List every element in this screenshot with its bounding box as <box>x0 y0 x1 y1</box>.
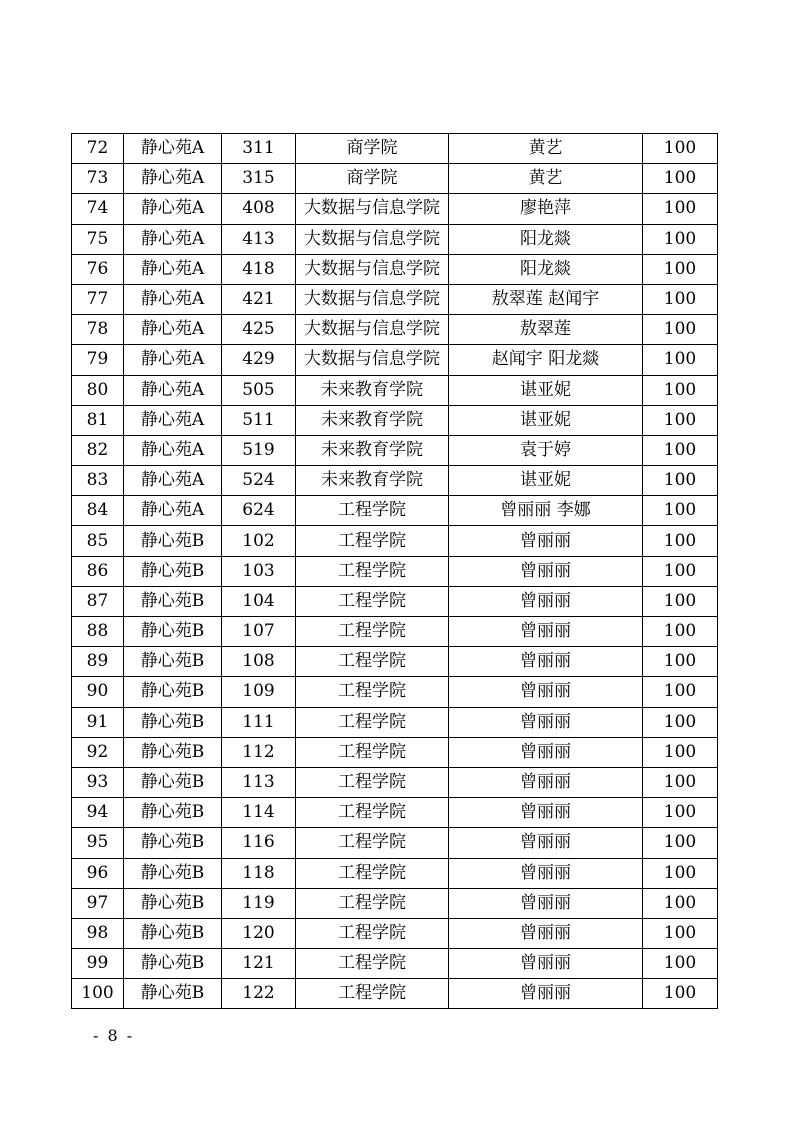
room-cell: 425 <box>222 315 296 345</box>
row-number-cell: 80 <box>72 375 124 405</box>
row-number-cell: 97 <box>72 888 124 918</box>
college-cell: 工程学院 <box>296 767 449 797</box>
college-cell: 未来教育学院 <box>296 435 449 465</box>
college-cell: 商学院 <box>296 164 449 194</box>
score-cell: 100 <box>643 888 718 918</box>
table-row <box>72 224 718 254</box>
score-cell: 100 <box>643 134 718 164</box>
staff-cell: 曾丽丽 <box>449 858 643 888</box>
room-cell: 315 <box>222 164 296 194</box>
row-number-cell: 77 <box>72 284 124 314</box>
room-cell: 413 <box>222 224 296 254</box>
building-cell: 静心苑B <box>124 586 222 616</box>
staff-cell: 黄艺 <box>449 134 643 164</box>
building-cell: 静心苑B <box>124 707 222 737</box>
row-number-cell: 94 <box>72 798 124 828</box>
staff-cell: 曾丽丽 <box>449 888 643 918</box>
score-cell: 100 <box>643 949 718 979</box>
college-cell: 工程学院 <box>296 677 449 707</box>
score-cell: 100 <box>643 677 718 707</box>
row-number-cell: 95 <box>72 828 124 858</box>
building-cell: 静心苑A <box>124 435 222 465</box>
row-number-cell: 93 <box>72 767 124 797</box>
college-cell: 大数据与信息学院 <box>296 284 449 314</box>
building-cell: 静心苑A <box>124 315 222 345</box>
score-cell: 100 <box>643 647 718 677</box>
score-cell: 100 <box>643 526 718 556</box>
room-cell: 113 <box>222 767 296 797</box>
building-cell: 静心苑A <box>124 345 222 375</box>
row-number-cell: 83 <box>72 466 124 496</box>
staff-cell: 廖艳萍 <box>449 194 643 224</box>
staff-cell: 赵闻宇 阳龙燚 <box>449 345 643 375</box>
table-row <box>72 345 718 375</box>
table-row <box>72 767 718 797</box>
table-row <box>72 798 718 828</box>
college-cell: 工程学院 <box>296 526 449 556</box>
building-cell: 静心苑A <box>124 164 222 194</box>
score-cell: 100 <box>643 224 718 254</box>
row-number-cell: 81 <box>72 405 124 435</box>
table-row <box>72 284 718 314</box>
table-row <box>72 918 718 948</box>
table-row <box>72 586 718 616</box>
score-cell: 100 <box>643 617 718 647</box>
building-cell: 静心苑A <box>124 466 222 496</box>
score-cell: 100 <box>643 496 718 526</box>
table-row <box>72 405 718 435</box>
college-cell: 大数据与信息学院 <box>296 345 449 375</box>
score-cell: 100 <box>643 345 718 375</box>
row-number-cell: 86 <box>72 556 124 586</box>
row-number-cell: 73 <box>72 164 124 194</box>
room-cell: 104 <box>222 586 296 616</box>
row-number-cell: 92 <box>72 737 124 767</box>
staff-cell: 曾丽丽 <box>449 647 643 677</box>
college-cell: 工程学院 <box>296 707 449 737</box>
staff-cell: 曾丽丽 <box>449 737 643 767</box>
row-number-cell: 72 <box>72 134 124 164</box>
score-cell: 100 <box>643 405 718 435</box>
building-cell: 静心苑A <box>124 134 222 164</box>
table-row <box>72 737 718 767</box>
room-cell: 111 <box>222 707 296 737</box>
room-cell: 103 <box>222 556 296 586</box>
score-cell: 100 <box>643 375 718 405</box>
score-cell: 100 <box>643 737 718 767</box>
building-cell: 静心苑B <box>124 767 222 797</box>
college-cell: 工程学院 <box>296 737 449 767</box>
table-row <box>72 858 718 888</box>
college-cell: 工程学院 <box>296 798 449 828</box>
college-cell: 工程学院 <box>296 617 449 647</box>
staff-cell: 谌亚妮 <box>449 466 643 496</box>
college-cell: 工程学院 <box>296 918 449 948</box>
table-row <box>72 375 718 405</box>
staff-cell: 袁于婷 <box>449 435 643 465</box>
college-cell: 大数据与信息学院 <box>296 224 449 254</box>
staff-cell: 谌亚妮 <box>449 405 643 435</box>
score-cell: 100 <box>643 918 718 948</box>
building-cell: 静心苑B <box>124 737 222 767</box>
room-cell: 121 <box>222 949 296 979</box>
college-cell: 工程学院 <box>296 647 449 677</box>
building-cell: 静心苑B <box>124 858 222 888</box>
staff-cell: 曾丽丽 <box>449 798 643 828</box>
room-cell: 519 <box>222 435 296 465</box>
score-cell: 100 <box>643 194 718 224</box>
room-cell: 524 <box>222 466 296 496</box>
score-cell: 100 <box>643 979 718 1009</box>
table-row <box>72 647 718 677</box>
row-number-cell: 90 <box>72 677 124 707</box>
college-cell: 商学院 <box>296 134 449 164</box>
room-cell: 109 <box>222 677 296 707</box>
row-number-cell: 84 <box>72 496 124 526</box>
building-cell: 静心苑B <box>124 979 222 1009</box>
staff-cell: 黄艺 <box>449 164 643 194</box>
table-row <box>72 707 718 737</box>
table-row <box>72 435 718 465</box>
staff-cell: 谌亚妮 <box>449 375 643 405</box>
score-cell: 100 <box>643 828 718 858</box>
table-row <box>72 949 718 979</box>
college-cell: 工程学院 <box>296 858 449 888</box>
building-cell: 静心苑A <box>124 254 222 284</box>
staff-cell: 敖翠莲 <box>449 315 643 345</box>
room-cell: 122 <box>222 979 296 1009</box>
row-number-cell: 82 <box>72 435 124 465</box>
building-cell: 静心苑A <box>124 405 222 435</box>
row-number-cell: 100 <box>72 979 124 1009</box>
table-row <box>72 556 718 586</box>
college-cell: 工程学院 <box>296 949 449 979</box>
room-cell: 108 <box>222 647 296 677</box>
table-row <box>72 134 718 164</box>
building-cell: 静心苑A <box>124 284 222 314</box>
staff-cell: 曾丽丽 <box>449 707 643 737</box>
staff-cell: 曾丽丽 <box>449 979 643 1009</box>
score-cell: 100 <box>643 284 718 314</box>
row-number-cell: 91 <box>72 707 124 737</box>
row-number-cell: 89 <box>72 647 124 677</box>
score-cell: 100 <box>643 858 718 888</box>
room-cell: 112 <box>222 737 296 767</box>
row-number-cell: 76 <box>72 254 124 284</box>
room-cell: 114 <box>222 798 296 828</box>
staff-cell: 曾丽丽 <box>449 526 643 556</box>
staff-cell: 曾丽丽 <box>449 677 643 707</box>
room-cell: 311 <box>222 134 296 164</box>
score-cell: 100 <box>643 707 718 737</box>
staff-cell: 曾丽丽 <box>449 918 643 948</box>
building-cell: 静心苑A <box>124 375 222 405</box>
college-cell: 大数据与信息学院 <box>296 194 449 224</box>
room-cell: 511 <box>222 405 296 435</box>
room-cell: 624 <box>222 496 296 526</box>
score-cell: 100 <box>643 586 718 616</box>
building-cell: 静心苑A <box>124 496 222 526</box>
room-cell: 107 <box>222 617 296 647</box>
row-number-cell: 87 <box>72 586 124 616</box>
score-cell: 100 <box>643 254 718 284</box>
row-number-cell: 96 <box>72 858 124 888</box>
building-cell: 静心苑B <box>124 798 222 828</box>
dormitory-score-table <box>71 133 718 1009</box>
college-cell: 工程学院 <box>296 888 449 918</box>
building-cell: 静心苑B <box>124 617 222 647</box>
staff-cell: 曾丽丽 <box>449 617 643 647</box>
score-cell: 100 <box>643 466 718 496</box>
college-cell: 未来教育学院 <box>296 375 449 405</box>
room-cell: 408 <box>222 194 296 224</box>
table-row <box>72 979 718 1009</box>
score-cell: 100 <box>643 556 718 586</box>
score-cell: 100 <box>643 164 718 194</box>
table-body <box>72 134 718 1009</box>
row-number-cell: 98 <box>72 918 124 948</box>
staff-cell: 曾丽丽 <box>449 828 643 858</box>
room-cell: 119 <box>222 888 296 918</box>
room-cell: 429 <box>222 345 296 375</box>
page-number: - 8 - <box>93 1026 135 1045</box>
row-number-cell: 85 <box>72 526 124 556</box>
building-cell: 静心苑B <box>124 828 222 858</box>
table-row <box>72 617 718 647</box>
staff-cell: 曾丽丽 <box>449 556 643 586</box>
college-cell: 大数据与信息学院 <box>296 315 449 345</box>
college-cell: 未来教育学院 <box>296 466 449 496</box>
table-row <box>72 888 718 918</box>
building-cell: 静心苑B <box>124 556 222 586</box>
building-cell: 静心苑B <box>124 918 222 948</box>
staff-cell: 曾丽丽 <box>449 767 643 797</box>
row-number-cell: 88 <box>72 617 124 647</box>
college-cell: 工程学院 <box>296 496 449 526</box>
staff-cell: 阳龙燚 <box>449 254 643 284</box>
building-cell: 静心苑B <box>124 677 222 707</box>
table-row <box>72 466 718 496</box>
row-number-cell: 79 <box>72 345 124 375</box>
row-number-cell: 75 <box>72 224 124 254</box>
staff-cell: 阳龙燚 <box>449 224 643 254</box>
college-cell: 大数据与信息学院 <box>296 254 449 284</box>
building-cell: 静心苑B <box>124 526 222 556</box>
staff-cell: 曾丽丽 <box>449 949 643 979</box>
college-cell: 未来教育学院 <box>296 405 449 435</box>
score-cell: 100 <box>643 315 718 345</box>
building-cell: 静心苑A <box>124 194 222 224</box>
college-cell: 工程学院 <box>296 828 449 858</box>
college-cell: 工程学院 <box>296 979 449 1009</box>
building-cell: 静心苑A <box>124 224 222 254</box>
room-cell: 505 <box>222 375 296 405</box>
staff-cell: 曾丽丽 <box>449 586 643 616</box>
college-cell: 工程学院 <box>296 556 449 586</box>
building-cell: 静心苑B <box>124 949 222 979</box>
room-cell: 418 <box>222 254 296 284</box>
staff-cell: 敖翠莲 赵闻宇 <box>449 284 643 314</box>
row-number-cell: 78 <box>72 315 124 345</box>
staff-cell: 曾丽丽 李娜 <box>449 496 643 526</box>
score-cell: 100 <box>643 798 718 828</box>
table-row <box>72 496 718 526</box>
room-cell: 116 <box>222 828 296 858</box>
college-cell: 工程学院 <box>296 586 449 616</box>
building-cell: 静心苑B <box>124 647 222 677</box>
table-row <box>72 194 718 224</box>
table-row <box>72 254 718 284</box>
table-row <box>72 828 718 858</box>
building-cell: 静心苑B <box>124 888 222 918</box>
row-number-cell: 99 <box>72 949 124 979</box>
room-cell: 421 <box>222 284 296 314</box>
score-cell: 100 <box>643 435 718 465</box>
room-cell: 118 <box>222 858 296 888</box>
room-cell: 102 <box>222 526 296 556</box>
score-cell: 100 <box>643 767 718 797</box>
table-row <box>72 315 718 345</box>
table-row <box>72 164 718 194</box>
room-cell: 120 <box>222 918 296 948</box>
row-number-cell: 74 <box>72 194 124 224</box>
table-row <box>72 677 718 707</box>
table-row <box>72 526 718 556</box>
